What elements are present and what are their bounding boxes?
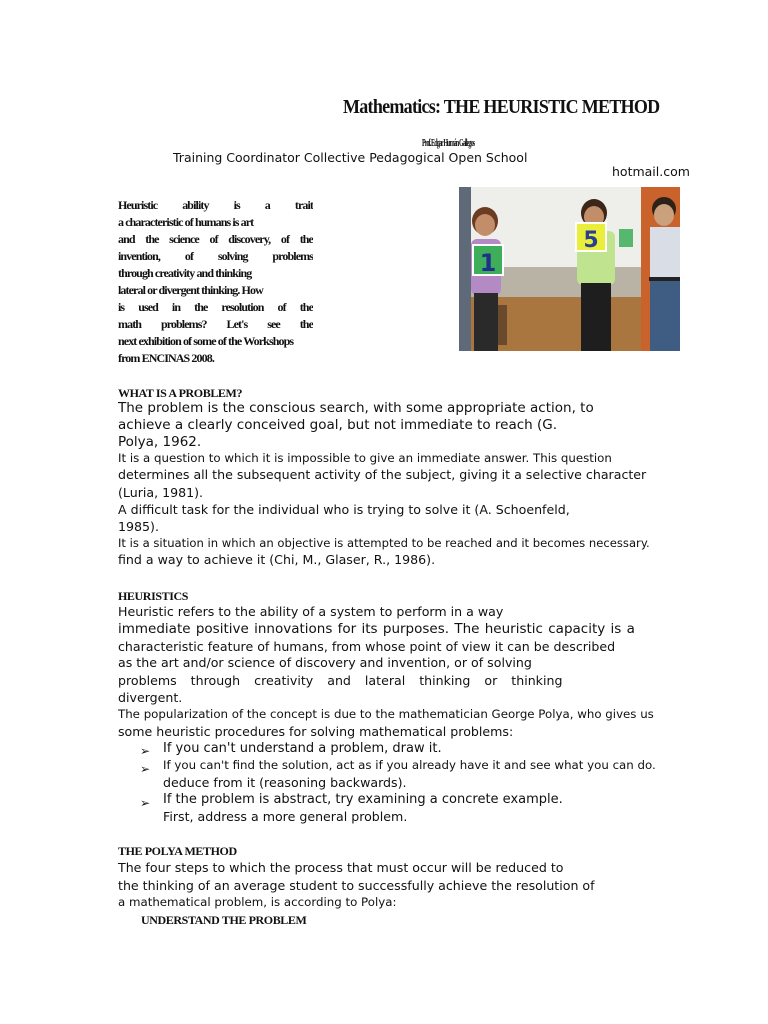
intro-line: next exhibition of some of the Workshops xyxy=(118,334,294,348)
subheading-understand: UNDERSTAND THE PROBLEM xyxy=(141,913,307,927)
polya-line: a mathematical problem, is according to Polya: xyxy=(118,895,397,909)
intro-line: Heuristic ability is a trait xyxy=(118,198,313,212)
problem-line: It is a situation in which an objective is attempted to be reached and it becomes necessary. xyxy=(118,536,650,550)
author-name: Prof. Edgar Humán Gallegos xyxy=(422,137,475,149)
number-card-right: 5 xyxy=(583,228,599,253)
bullet-item: If the problem is abstract, try examining a concrete example. xyxy=(163,792,563,807)
intro-paragraph xyxy=(118,197,313,367)
coordinator-line: Training Coordinator Collective Pedagogical Open School xyxy=(173,150,528,165)
intro-line: from ENCINAS 2008. xyxy=(118,351,214,365)
problem-line: It is a question to which it is impossible to give an immediate answer. This question xyxy=(118,451,612,465)
email-address: hotmail.com xyxy=(612,164,690,179)
heuristics-line: The popularization of the concept is due to the mathematician George Polya, who gives us xyxy=(118,707,654,721)
heuristics-line: Heuristic refers to the ability of a system to perform in a way xyxy=(118,604,504,619)
heuristics-line: as the art and/or science of discovery and invention, or of solving xyxy=(118,655,532,670)
intro-line: and the science of discovery, of the xyxy=(118,232,313,246)
polya-line: The four steps to which the process that must occur will be reduced to xyxy=(118,860,564,875)
polya-line: the thinking of an average student to successfully achieve the resolution of xyxy=(118,878,595,893)
intro-line: invention, of solving problems xyxy=(118,249,313,263)
heuristics-line: characteristic feature of humans, from whose point of view it can be described xyxy=(118,639,616,654)
bullet-item-continued: First, address a more general problem. xyxy=(163,809,408,824)
problem-line: (Luria, 1981). xyxy=(118,485,204,500)
bullet-item: If you can't find the solution, act as if you already have it and see what you can do. xyxy=(163,758,656,772)
intro-line: is used in the resolution of the xyxy=(118,300,313,314)
problem-line: achieve a clearly conceived goal, but not immediate to reach (G. xyxy=(118,417,558,433)
section-heading-polya: THE POLYA METHOD xyxy=(118,844,237,858)
intro-line: math problems? Let's see the xyxy=(118,317,313,331)
section-heading-heuristics: HEURISTICS xyxy=(118,589,189,603)
problem-line: The problem is the conscious search, with some appropriate action, to xyxy=(118,400,594,416)
bullet-arrow-icon: ➢ xyxy=(140,796,151,810)
number-card-left: 1 xyxy=(479,249,497,277)
section-heading-problem: WHAT IS A PROBLEM? xyxy=(118,386,243,400)
problem-line: Polya, 1962. xyxy=(118,434,202,450)
heuristics-line: some heuristic procedures for solving mathematical problems: xyxy=(118,724,514,739)
intro-line: lateral or divergent thinking. How xyxy=(118,283,263,297)
heuristics-line: problems through creativity and lateral thinking or thinking xyxy=(118,673,563,688)
problem-line: determines all the subsequent activity of the subject, giving it a selective character xyxy=(118,467,647,482)
bullet-item: If you can't understand a problem, draw it. xyxy=(163,741,442,756)
bullet-arrow-icon: ➢ xyxy=(140,762,151,776)
workshop-photo xyxy=(459,187,680,351)
problem-line: find a way to achieve it (Chi, M., Glaser, R., 1986). xyxy=(118,552,436,567)
bullet-item-continued: deduce from it (reasoning backwards). xyxy=(163,775,407,790)
bullet-arrow-icon: ➢ xyxy=(140,744,151,758)
problem-line: 1985). xyxy=(118,519,159,534)
page-title: Mathematics: THE HEURISTIC METHOD xyxy=(343,96,660,118)
intro-line: through creativity and thinking xyxy=(118,266,252,280)
problem-line: A difficult task for the individual who is trying to solve it (A. Schoenfeld, xyxy=(118,502,570,517)
heuristics-line: divergent. xyxy=(118,690,183,705)
heuristics-line: immediate positive innovations for its purposes. The heuristic capacity is a xyxy=(118,621,635,637)
intro-line: a characteristic of humans is art xyxy=(118,215,254,229)
